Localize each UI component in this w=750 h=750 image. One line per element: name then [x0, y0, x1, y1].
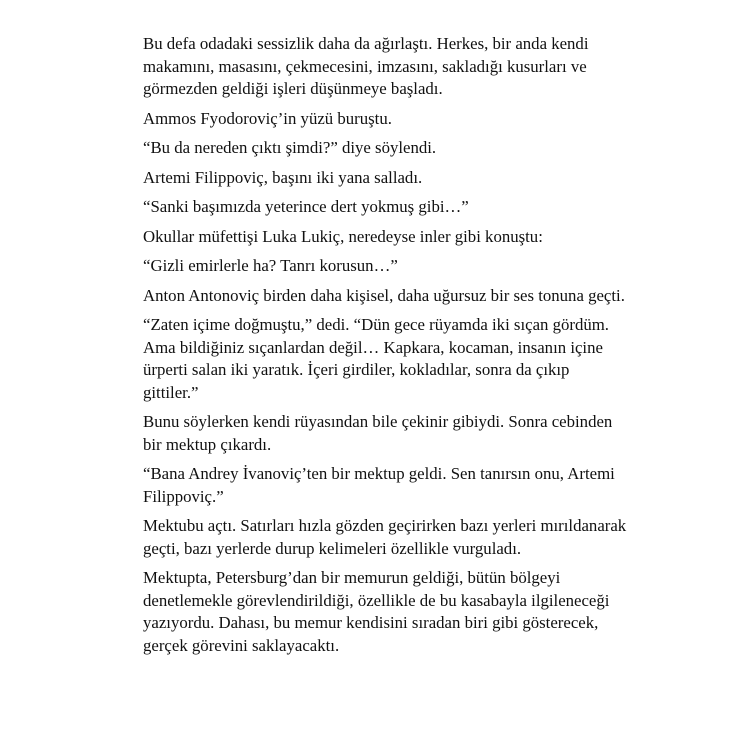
document-page [143, 33, 628, 664]
paragraph-6: Okullar müfettişi Luka Lukiç, neredeyse inler gibi konuştu: [143, 226, 543, 246]
paragraph-13: Mektupta, Petersburg’dan bir memurun geldiği, bütün bölgeyi denetlemekle görevlendirildiği, özellikle de bu kasabayla ilgileneceği yazıyordu. Dahası, bu memur kendisini sıradan biri gibi gösterecek, gerçek görevini saklayacaktı. [143, 568, 610, 655]
paragraph-9: “Zaten içime doğmuştu,” dedi. “Dün gece rüyamda iki sıçan gördüm. Ama bildiğiniz sıçanlardan değil… Kapkara, kocaman, insanın içine ürperti salan iki yaratık. İçeri girdiler, kokladılar, sonra da çıkıp gittiler.” [143, 315, 609, 402]
paragraph-4: Artemi Filippoviç, başını iki yana salladı. [143, 167, 423, 187]
paragraph-11: “Bana Andrey İvanoviç’ten bir mektup geldi. Sen tanırsın onu, Artemi Filippoviç.” [143, 464, 615, 506]
paragraph-8: Anton Antonoviç birden daha kişisel, daha uğursuz bir ses tonuna geçti. [143, 285, 625, 305]
paragraph-12: Mektubu açtı. Satırları hızla gözden geçirirken bazı yerleri mırıldanarak geçti, bazı yerlerde durup kelimeleri özellikle vurguladı. [143, 516, 627, 558]
paragraph-10: Bunu söylerken kendi rüyasından bile çekinir gibiydi. Sonra cebinden bir mektup çıkardı. [143, 412, 613, 454]
paragraph-2: Ammos Fyodoroviç’in yüzü buruştu. [143, 108, 392, 128]
paragraph-7: “Gizli emirlerle ha? Tanrı korusun…” [143, 256, 398, 275]
paragraph-5: “Sanki başımızda yeterince dert yokmuş gibi…” [143, 197, 469, 216]
paragraph-1: Bu defa odadaki sessizlik daha da ağırlaştı. Herkes, bir anda kendi makamını, masasını, çekmecesini, imzasını, sakladığı kusurları ve görmezden geldiği işleri düşünmeye başladı. [143, 34, 589, 98]
paragraph-3: “Bu da nereden çıktı şimdi?” diye söylendi. [143, 138, 437, 157]
